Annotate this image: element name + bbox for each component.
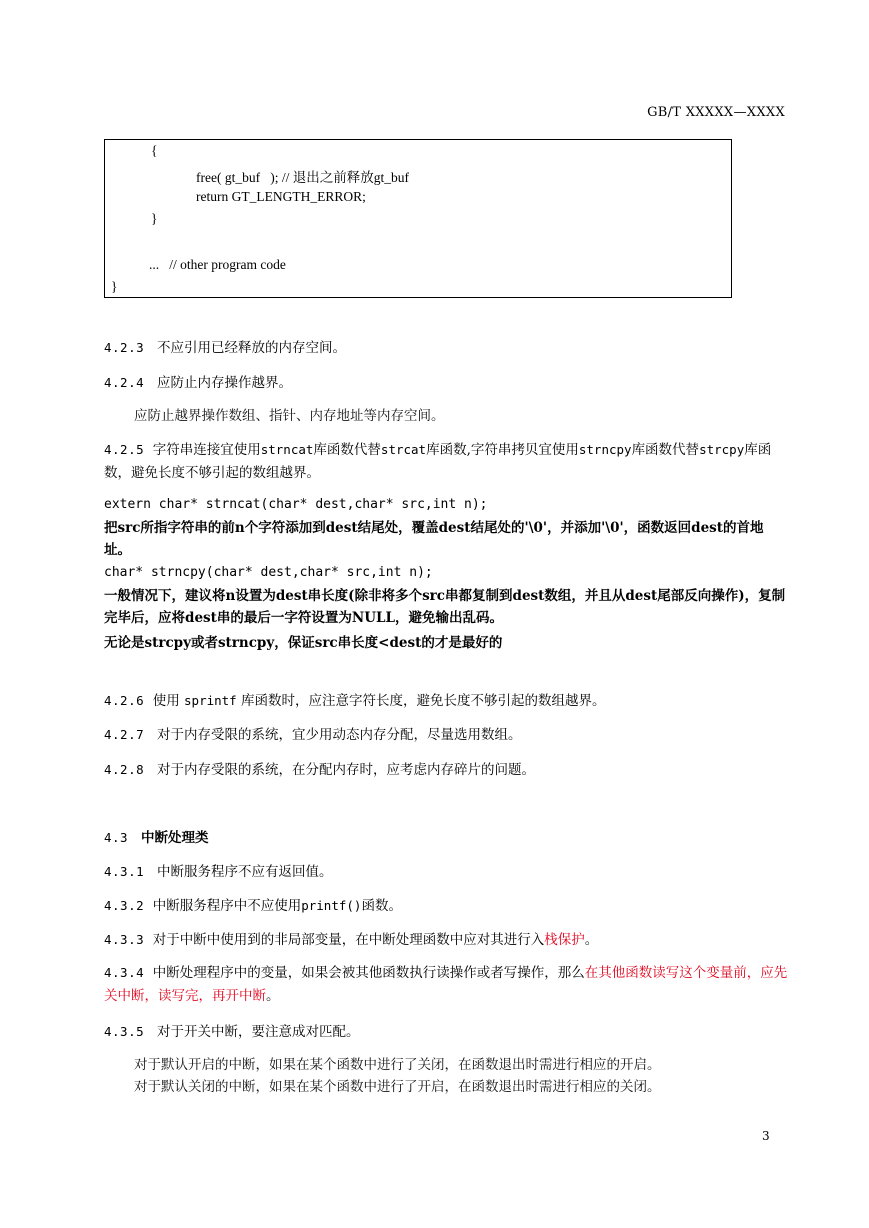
clause-4-3-5 bbox=[104, 1020, 360, 1040]
clause-text: 中断处理程序中的变量，如果会被其他函数执行读操作或者写操作，那么 bbox=[152, 965, 585, 981]
clause-number: 4.3.1 bbox=[104, 864, 145, 879]
conclusion-note: 无论是strcpy或者strncpy，保证src串长度<dest的才是最好的 bbox=[104, 635, 503, 651]
page-number: 3 bbox=[762, 1129, 770, 1143]
clause-4-2-6 bbox=[104, 689, 606, 709]
clause-4-3-4 bbox=[104, 961, 788, 1008]
clause-text: 中断服务程序不应有返回值。 bbox=[157, 864, 333, 880]
document-standard-id: GB/T XXXXX—XXXX bbox=[647, 105, 785, 120]
clause-text: 应防止内存操作越界。 bbox=[157, 375, 293, 391]
clause-text: 对于中断中使用到的非局部变量，在中断处理函数中应对其进行入 bbox=[152, 932, 545, 948]
clause-number: 4.2.3 bbox=[104, 340, 145, 355]
clause-text: 字符串连接宜使用 bbox=[152, 442, 261, 458]
clause-number: 4.3.3 bbox=[104, 932, 145, 947]
clause-text: 对于开关中断，要注意成对匹配。 bbox=[157, 1024, 360, 1040]
code-line: return GT_LENGTH_ERROR; bbox=[196, 189, 366, 204]
clause-number: 4.2.6 bbox=[104, 693, 145, 708]
function-name: strncpy bbox=[578, 442, 632, 457]
code-line: { bbox=[151, 143, 158, 158]
clause-4-3-3 bbox=[104, 928, 598, 948]
clause-number: 4.2.5 bbox=[104, 442, 145, 457]
clause-4-3-5-detail-2: 对于默认关闭的中断，如果在某个函数中进行了开启，在函数退出时需进行相应的关闭。 bbox=[134, 1079, 661, 1095]
clause-text: 对于内存受限的系统，在分配内存时，应考虑内存碎片的问题。 bbox=[157, 762, 536, 778]
clause-4-2-4-detail: 应防止越界操作数组、指针、内存地址等内存空间。 bbox=[134, 408, 445, 424]
clause-number: 4.2.4 bbox=[104, 375, 145, 390]
clause-text: 库函数,字符串拷贝宜使用 bbox=[426, 442, 579, 458]
function-name: strcpy bbox=[699, 442, 745, 457]
clause-4-3-2 bbox=[104, 894, 402, 914]
strncat-signature: extern char* strncat(char* dest,char* src,int n); bbox=[104, 497, 488, 512]
clause-4-2-7 bbox=[104, 723, 522, 743]
clause-4-2-4 bbox=[104, 371, 292, 391]
highlighted-text: 在其他函数读写这个变量前，应先关中断，读写完，再开中断 bbox=[104, 965, 788, 1004]
clause-text: 库函数，避免长度不够引起的数组越界。 bbox=[104, 442, 772, 481]
clause-text: 。 bbox=[266, 988, 280, 1004]
section-title: 中断处理类 bbox=[140, 830, 209, 846]
highlighted-text: 栈保护 bbox=[544, 932, 585, 948]
clause-4-3-1 bbox=[104, 860, 333, 880]
clause-text: 。 bbox=[584, 932, 599, 948]
strncat-description: 把src所指字符串的前n个字符添加到dest结尾处，覆盖dest结尾处的'\0'，并添加'\0'，函数返回dest的首地址。 bbox=[104, 520, 764, 558]
clause-text: 库函数代替 bbox=[631, 442, 700, 458]
code-line: } bbox=[151, 211, 158, 226]
clause-number: 4.3.2 bbox=[104, 898, 145, 913]
clause-text: 中断服务程序中不应使用 bbox=[152, 898, 302, 914]
clause-text: 对于内存受限的系统，宜少用动态内存分配，尽量选用数组。 bbox=[157, 727, 522, 743]
clause-4-2-8 bbox=[104, 758, 535, 778]
section-4-3-heading bbox=[104, 826, 208, 846]
clause-text: 使用 bbox=[152, 693, 180, 709]
function-name: sprintf bbox=[184, 693, 237, 708]
clause-text: 不应引用已经释放的内存空间。 bbox=[157, 340, 347, 356]
function-name: printf() bbox=[301, 898, 362, 913]
clause-text: 函数。 bbox=[361, 898, 402, 914]
code-line: } bbox=[111, 279, 118, 294]
clause-4-2-3 bbox=[104, 336, 346, 356]
clause-4-3-5-detail-1: 对于默认开启的中断，如果在某个函数中进行了关闭，在函数退出时需进行相应的开启。 bbox=[134, 1057, 661, 1073]
strncpy-signature: char* strncpy(char* dest,char* src,int n); bbox=[104, 565, 433, 580]
clause-number: 4.3.4 bbox=[104, 965, 145, 980]
strncpy-description: 一般情况下，建议将n设置为dest串长度(除非将多个src串都复制到dest数组，并且从dest尾部反向操作)，复制完毕后，应将dest串的最后一字符设置为NULL，避免输出乱码。 bbox=[104, 588, 786, 626]
clause-number: 4.2.8 bbox=[104, 762, 145, 777]
clause-text: 库函数时，应注意字符长度，避免长度不够引起的数组越界。 bbox=[241, 693, 606, 709]
clause-number: 4.3.5 bbox=[104, 1024, 145, 1039]
code-snippet-box bbox=[104, 139, 732, 298]
clause-text: 库函数代替 bbox=[313, 442, 381, 458]
section-number: 4.3 bbox=[104, 830, 129, 845]
function-name: strncat bbox=[260, 442, 314, 457]
function-name: strcat bbox=[380, 442, 427, 457]
clause-number: 4.2.7 bbox=[104, 727, 145, 742]
clause-4-2-5 bbox=[104, 438, 788, 485]
code-line: free( gt_buf ); // 退出之前释放gt_buf bbox=[196, 170, 409, 185]
code-line: ... // other program code bbox=[149, 257, 286, 272]
